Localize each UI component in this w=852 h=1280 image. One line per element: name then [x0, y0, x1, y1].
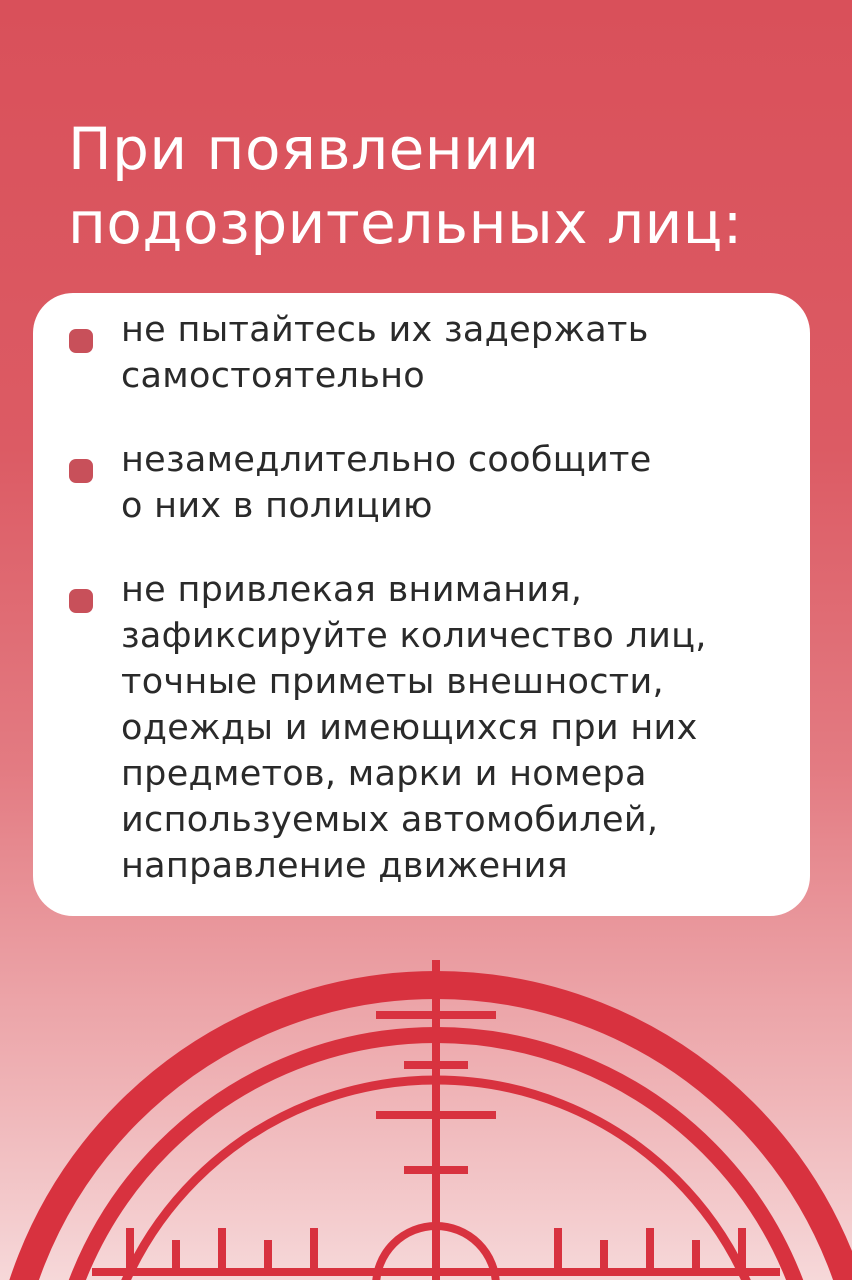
title-line-2: подозрительных лиц:	[68, 189, 743, 257]
title-line-1: При появлении	[68, 115, 540, 183]
list-item-1-line-2: самостоятельно	[121, 356, 426, 396]
list-item-1	[121, 307, 801, 399]
bullet-icon	[69, 459, 93, 483]
list-item-3-line-5: предметов, марки и номера	[121, 754, 647, 794]
list-item-3-line-1: не привлекая внимания,	[121, 570, 583, 610]
crosshair-scope-icon	[0, 900, 852, 1280]
list-item-3-line-6: используемых автомобилей,	[121, 800, 659, 840]
list-item-1-line-1: не пытайтесь их задержать	[121, 310, 649, 350]
list-item-2-line-1: незамедлительно сообщите	[121, 440, 652, 480]
list-item-3-line-7: направление движения	[121, 846, 569, 886]
list-item-3-line-4: одежды и имеющихся при них	[121, 708, 698, 748]
list-item-3-line-2: зафиксируйте количество лиц,	[121, 616, 707, 656]
bullet-icon	[69, 589, 93, 613]
list-item-3-line-3: точные приметы внешности,	[121, 662, 664, 702]
bullet-icon	[69, 329, 93, 353]
list-item-2	[121, 437, 801, 529]
list-item-3	[121, 567, 801, 889]
list-item-2-line-2: о них в полицию	[121, 486, 433, 526]
advice-card	[33, 293, 810, 916]
page-title	[68, 112, 828, 260]
